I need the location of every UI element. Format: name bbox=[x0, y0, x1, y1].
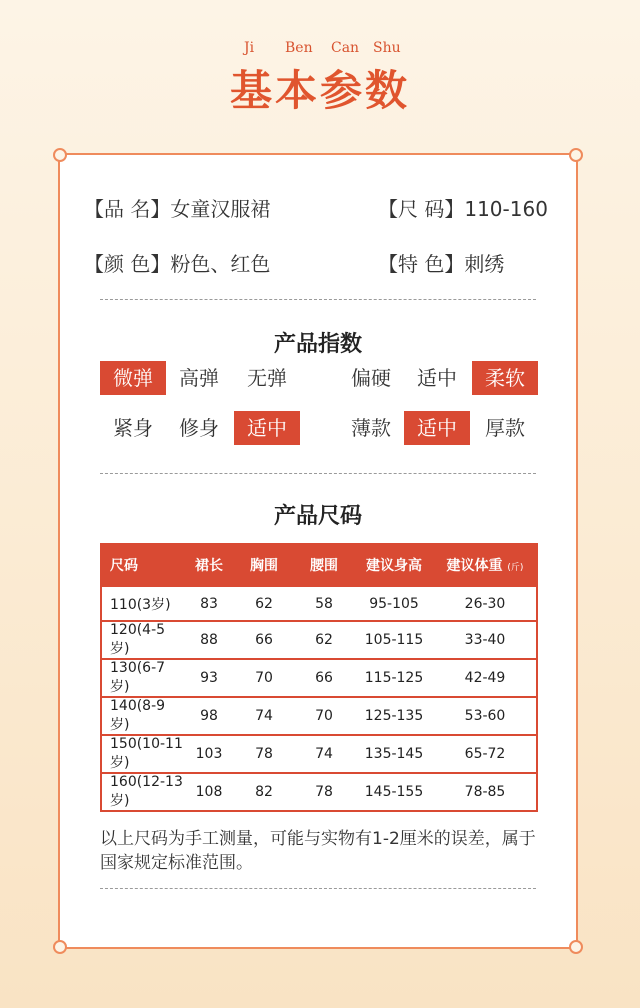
index-softness-option: 柔软 bbox=[472, 361, 538, 395]
header-length: 裙长 bbox=[184, 544, 234, 586]
table-cell: 115-125 bbox=[354, 659, 434, 697]
spec-name-value: 女童汉服裙 bbox=[170, 197, 271, 221]
spec-color-key: 【颜 色】 bbox=[84, 252, 171, 276]
table-cell: 78 bbox=[294, 773, 354, 811]
index-elasticity-option: 高弹 bbox=[179, 366, 219, 390]
table-cell: 74 bbox=[294, 735, 354, 773]
spec-size bbox=[378, 193, 548, 222]
table-cell: 93 bbox=[184, 659, 234, 697]
table-cell: 53-60 bbox=[434, 697, 537, 735]
table-cell: 103 bbox=[184, 735, 234, 773]
size-section-title: 产品尺码 bbox=[273, 504, 362, 529]
parameter-card bbox=[58, 153, 578, 949]
header-size: 尺码 bbox=[101, 544, 184, 586]
table-cell: 33-40 bbox=[434, 621, 537, 659]
card-corner-ornament bbox=[53, 148, 67, 162]
table-cell: 140(8-9岁) bbox=[101, 697, 184, 735]
pinyin-shu: Shu bbox=[373, 40, 401, 56]
spec-color-value: 粉色、红色 bbox=[170, 252, 271, 276]
index-thickness-option: 厚款 bbox=[485, 416, 525, 440]
table-cell: 82 bbox=[234, 773, 294, 811]
measurement-note: 以上尺码为手工测量，可能与实物有1-2厘米的误差，属于国家规定标准范围。 bbox=[100, 829, 536, 873]
table-row bbox=[101, 621, 537, 659]
table-cell: 150(10-11岁) bbox=[101, 735, 184, 773]
spec-feature-key: 【特 色】 bbox=[378, 252, 465, 276]
index-thickness-option: 适中 bbox=[404, 411, 470, 445]
table-cell: 120(4-5岁) bbox=[101, 621, 184, 659]
spec-name bbox=[84, 193, 270, 222]
divider bbox=[100, 473, 536, 474]
table-cell: 108 bbox=[184, 773, 234, 811]
table-cell: 78-85 bbox=[434, 773, 537, 811]
table-cell: 42-49 bbox=[434, 659, 537, 697]
table-row bbox=[101, 586, 537, 621]
table-cell: 65-72 bbox=[434, 735, 537, 773]
index-fit-option: 修身 bbox=[179, 416, 219, 440]
page-title: 基本参数 bbox=[229, 66, 410, 115]
index-section-title: 产品指数 bbox=[273, 332, 362, 357]
header-height: 建议身高 bbox=[354, 544, 434, 586]
table-row bbox=[101, 773, 537, 811]
spec-size-key: 【尺 码】 bbox=[378, 197, 465, 221]
header-weight-unit: (斤) bbox=[507, 563, 524, 573]
card-corner-ornament bbox=[569, 148, 583, 162]
spec-size-value: 110-160 bbox=[464, 197, 548, 221]
header-weight-label: 建议体重 bbox=[446, 558, 503, 574]
table-cell: 135-145 bbox=[354, 735, 434, 773]
table-row bbox=[101, 659, 537, 697]
spec-feature bbox=[378, 248, 504, 277]
index-softness-option: 适中 bbox=[417, 366, 457, 390]
pinyin-heading bbox=[0, 40, 640, 60]
index-fit-option: 适中 bbox=[234, 411, 300, 445]
table-cell: 98 bbox=[184, 697, 234, 735]
table-cell: 74 bbox=[234, 697, 294, 735]
header-weight bbox=[434, 544, 537, 586]
table-cell: 26-30 bbox=[434, 586, 537, 621]
table-cell: 160(12-13岁) bbox=[101, 773, 184, 811]
index-thickness-option: 薄款 bbox=[351, 416, 391, 440]
index-softness-option: 偏硬 bbox=[351, 366, 391, 390]
table-cell: 83 bbox=[184, 586, 234, 621]
table-row bbox=[101, 735, 537, 773]
table-cell: 66 bbox=[234, 621, 294, 659]
divider bbox=[100, 299, 536, 300]
table-cell: 125-135 bbox=[354, 697, 434, 735]
table-cell: 88 bbox=[184, 621, 234, 659]
header-chest: 胸围 bbox=[234, 544, 294, 586]
pinyin-can: Can bbox=[331, 40, 360, 56]
spec-color bbox=[84, 248, 270, 277]
table-cell: 95-105 bbox=[354, 586, 434, 621]
card-corner-ornament bbox=[53, 940, 67, 954]
table-cell: 78 bbox=[234, 735, 294, 773]
table-cell: 58 bbox=[294, 586, 354, 621]
table-cell: 70 bbox=[294, 697, 354, 735]
divider bbox=[100, 888, 536, 889]
table-cell: 70 bbox=[234, 659, 294, 697]
table-cell: 66 bbox=[294, 659, 354, 697]
table-cell: 62 bbox=[294, 621, 354, 659]
table-cell: 145-155 bbox=[354, 773, 434, 811]
index-elasticity-option: 无弹 bbox=[247, 366, 287, 390]
card-corner-ornament bbox=[569, 940, 583, 954]
table-row bbox=[101, 697, 537, 735]
size-table bbox=[100, 543, 538, 812]
pinyin-ji: Ji bbox=[244, 40, 255, 56]
index-elasticity-option: 微弹 bbox=[100, 361, 166, 395]
index-fit-option: 紧身 bbox=[113, 416, 153, 440]
table-cell: 130(6-7岁) bbox=[101, 659, 184, 697]
size-table-header-row bbox=[101, 544, 537, 586]
spec-feature-value: 刺绣 bbox=[464, 252, 505, 276]
table-cell: 110(3岁) bbox=[101, 586, 184, 621]
spec-name-key: 【品 名】 bbox=[84, 197, 171, 221]
table-cell: 105-115 bbox=[354, 621, 434, 659]
table-cell: 62 bbox=[234, 586, 294, 621]
header-waist: 腰围 bbox=[294, 544, 354, 586]
pinyin-ben: Ben bbox=[285, 40, 313, 56]
